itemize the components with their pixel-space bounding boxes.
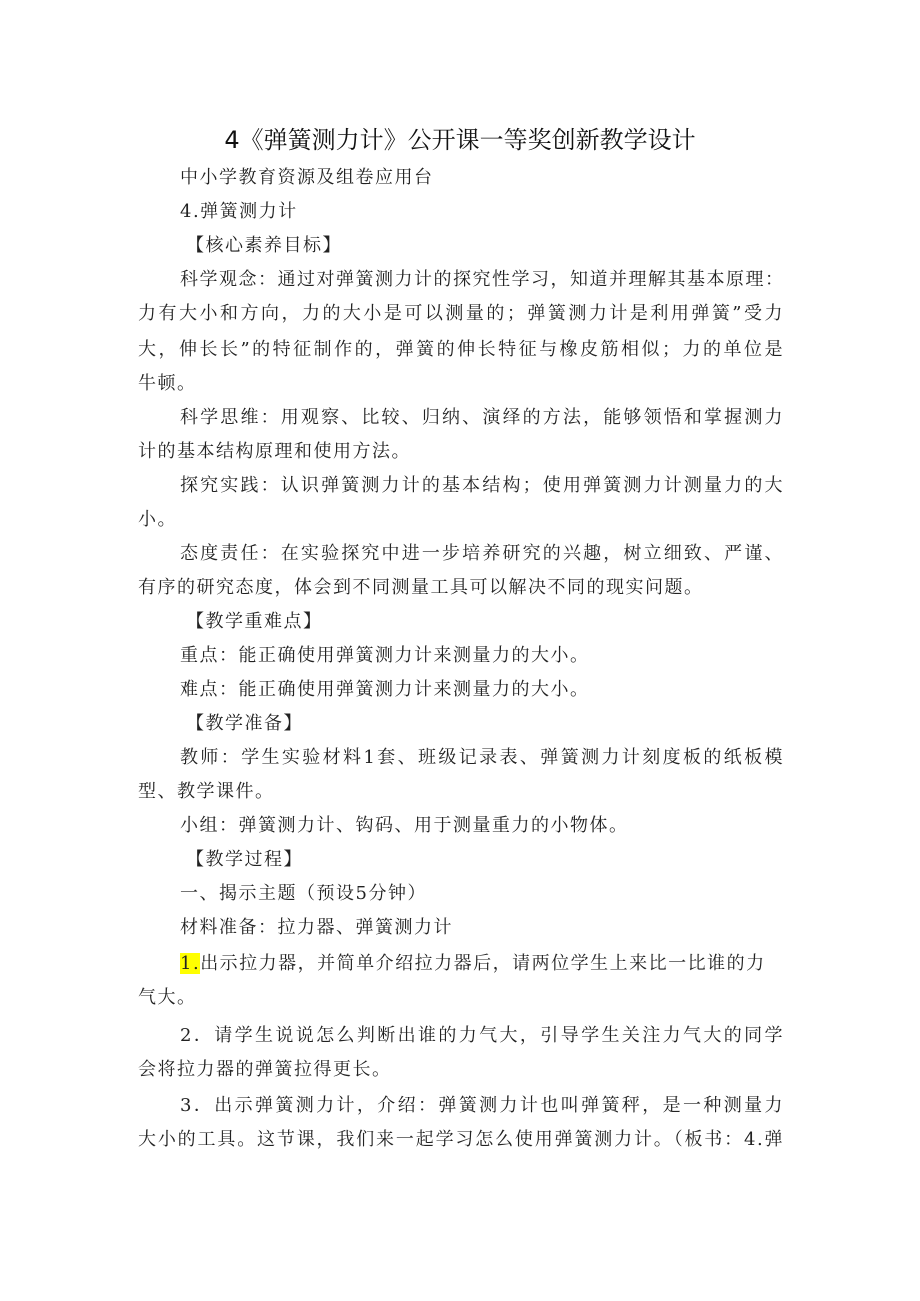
paragraph-line: 力有大小和方向，力的大小是可以测量的；弹簧测力计是利用弹簧”受力: [138, 303, 784, 324]
paragraph-line: 态度责任：在实验探究中进一步培养研究的兴趣，树立细致、严谨、: [180, 543, 784, 564]
paragraph-line: [180, 952, 784, 976]
heading-goals: 【核心素养目标】: [186, 235, 342, 256]
paragraph-line: 科学思维：用观察、比较、归纳、演绎的方法，能够领悟和掌握测力: [180, 407, 784, 428]
paragraph-line: 气大。: [138, 987, 197, 1008]
lesson-title: 4.弹簧测力计: [180, 201, 298, 222]
heading-key-points: 【教学重难点】: [186, 611, 323, 632]
paragraph-line: 科学观念：通过对弹簧测力计的探究性学习，知道并理解其基本原理：: [180, 269, 785, 290]
paragraph-line: 探究实践：认识弹簧测力计的基本结构；使用弹簧测力计测量力的大: [180, 475, 784, 496]
paragraph-line: 大小的工具。这节课，我们来一起学习怎么使用弹簧测力计。（板书：4.弹: [138, 1129, 784, 1150]
paragraph-line: 牛顿。: [138, 373, 197, 394]
paragraph-line: 会将拉力器的弹簧拉得更长。: [138, 1059, 392, 1080]
paragraph-line: 小组：弹簧测力计、钩码、用于测量重力的小物体。: [180, 815, 629, 836]
paragraph-line: 小。: [138, 509, 177, 530]
paragraph-line: 3．出示弹簧测力计，介绍：弹簧测力计也叫弹簧秤，是一种测量力: [180, 1095, 784, 1116]
heading-process: 【教学过程】: [186, 849, 303, 870]
difficult-point-line: 难点：能正确使用弹簧测力计来测量力的大小。: [180, 679, 590, 700]
paragraph-line: 计的基本结构原理和使用方法。: [138, 441, 411, 462]
paragraph-line: 大，伸长长”的特征制作的，弹簧的伸长特征与橡皮筋相似；力的单位是: [138, 339, 784, 360]
key-point-line: 重点：能正确使用弹簧测力计来测量力的大小。: [180, 645, 590, 666]
section-heading: 一、揭示主题（预设5分钟）: [180, 883, 427, 904]
paragraph-line: 教师：学生实验材料1套、班级记录表、弹簧测力计刻度板的纸板模: [180, 747, 784, 768]
heading-preparation: 【教学准备】: [186, 713, 303, 734]
paragraph-line: 材料准备：拉力器、弹簧测力计: [180, 917, 453, 938]
highlighted-step-number: 1.: [180, 953, 201, 974]
source-line: 中小学教育资源及组卷应用台: [180, 167, 434, 188]
paragraph-line: 2．请学生说说怎么判断出谁的力气大，引导学生关注力气大的同学: [180, 1025, 784, 1046]
paragraph-line: 型、教学课件。: [138, 781, 275, 802]
paragraph-line: 有序的研究态度，体会到不同测量工具可以解决不同的现实问题。: [138, 577, 704, 598]
document-title: 4《弹簧测力计》公开课一等奖创新教学设计: [224, 126, 696, 154]
step-text: 出示拉力器，并简单介绍拉力器后，请两位学生上来比一比谁的力: [200, 953, 766, 974]
